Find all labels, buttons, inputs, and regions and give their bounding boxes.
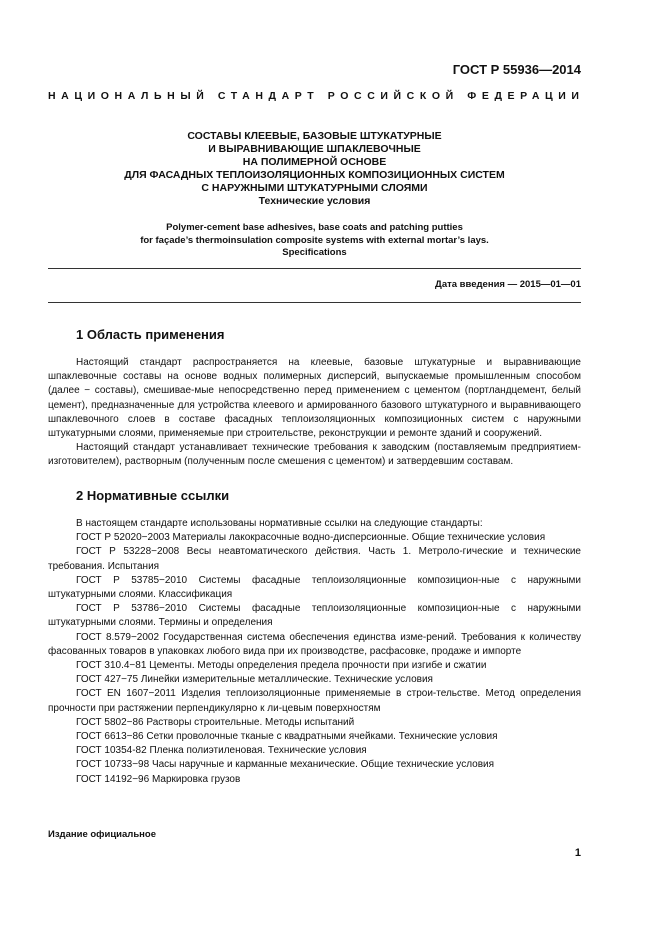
- reference-item: ГОСТ 14192−96 Маркировка грузов: [76, 773, 241, 785]
- reference-item: ГОСТ Р 53785−2010 Системы фасадные теплоизоляционные композицион-ные с наружными штукатурными слоями. Классификация: [48, 574, 581, 601]
- reference-item: ГОСТ 310.4−81 Цементы. Методы определения предела прочности при изгибе и сжатии: [76, 660, 487, 672]
- reference-list: [48, 531, 581, 787]
- section-heading: 1 Область применения: [76, 327, 225, 342]
- divider: [48, 302, 581, 303]
- english-title-line: Specifications: [282, 247, 347, 258]
- section-heading: 2 Нормативные ссылки: [76, 488, 230, 503]
- english-title-line: for façade’s thermoinsulation composite systems with external mortar’s lays.: [140, 234, 489, 246]
- reference-item: ГОСТ 5802−86 Растворы строительные. Методы испытаний: [76, 716, 355, 728]
- title-line: И ВЫРАВНИВАЮЩИЕ ШПАКЛЕВОЧНЫЕ: [208, 143, 421, 155]
- page-number: 1: [574, 847, 581, 859]
- divider: [48, 268, 581, 269]
- document-subtitle: Технические условия: [258, 195, 371, 207]
- reference-item: ГОСТ 10733−98 Часы наручные и карманные механические. Общие технические условия: [76, 759, 495, 771]
- section-normative-refs: [48, 488, 581, 787]
- english-title-line: Polymer-cement base adhesives, base coats and patching putties: [166, 222, 463, 233]
- gost-number: ГОСТ Р 55936—2014: [452, 62, 581, 77]
- reference-item: ГОСТ 8.579−2002 Государственная система обеспечения единства изме-рений. Требования к количеству фасованных товаров в упаковках любого вида при их производстве, расфасовке, продаже и импорте: [48, 631, 581, 657]
- document-title: [48, 130, 581, 208]
- paragraph: Настоящий стандарт распространяется на клеевые, базовые штукатурные и выравнивающие шпаклевочные составы на основе водных полимерных дисперсий, выпускаемые промышленным способом (далее − составы), смешивае-мые непосредственно перед применением с цементом (портландцемент, белый цемент), предназначенные для устройства клеевого и армированного базового штукатурного и выравнивающего шпаклевочного слоев в составе фасадных теплоизоляционных композиционных систем с наружными штукатурными слоями, применяемые при строительстве, реконструкции и ремонте зданий и сооружений.: [48, 357, 581, 440]
- title-line: НА ПОЛИМЕРНОЙ ОСНОВЕ: [242, 156, 387, 168]
- reference-item: ГОСТ 10354-82 Пленка полиэтиленовая. Технические условия: [76, 745, 367, 757]
- reference-item: ГОСТ 427−75 Линейки измерительные металлические. Технические условия: [76, 674, 433, 686]
- national-standard-heading: НАЦИОНАЛЬНЫЙ СТАНДАРТ РОССИЙСКОЙ ФЕДЕРАЦИИ: [48, 90, 585, 102]
- reference-item: ГОСТ Р 53786−2010 Системы фасадные теплоизоляционные композицион-ные с наружными штукатурными слоями. Термины и определения: [48, 603, 581, 629]
- paragraph: В настоящем стандарте использованы нормативные ссылки на следующие стандарты:: [76, 518, 483, 529]
- reference-item: ГОСТ Р 53228−2008 Весы неавтоматического действия. Часть 1. Метроло-гические и технические требования. Испытания: [48, 546, 581, 572]
- reference-item: ГОСТ EN 1607−2011 Изделия теплоизоляционные применяемые в строи-тельстве. Метод определения прочности при растяжении перпендикулярно к ли-цевым поверхностям: [48, 688, 581, 714]
- title-line: ДЛЯ ФАСАДНЫХ ТЕПЛОИЗОЛЯЦИОННЫХ КОМПОЗИЦИОННЫХ СИСТЕМ: [124, 169, 505, 181]
- title-line: С НАРУЖНЫМИ ШТУКАТУРНЫМИ СЛОЯМИ: [201, 182, 428, 194]
- edition-label: Издание официальное: [48, 829, 156, 840]
- effective-date: Дата введения — 2015—01—01: [435, 279, 581, 290]
- reference-item: ГОСТ 6613−86 Сетки проволочные тканые с квадратными ячейками. Технические условия: [76, 731, 498, 743]
- paragraph: Настоящий стандарт устанавливает технические требования к заводским (поставляемым предприятием-изготовителем), растворным (полученным после смешения с цементом) и затвердевшим составам.: [48, 442, 581, 468]
- english-title: [48, 222, 581, 260]
- section-scope: [48, 327, 581, 470]
- title-line: СОСТАВЫ КЛЕЕВЫЕ, БАЗОВЫЕ ШТУКАТУРНЫЕ: [187, 130, 442, 142]
- reference-item: ГОСТ Р 52020−2003 Материалы лакокрасочные водно-дисперсионные. Общие технические условия: [76, 532, 546, 544]
